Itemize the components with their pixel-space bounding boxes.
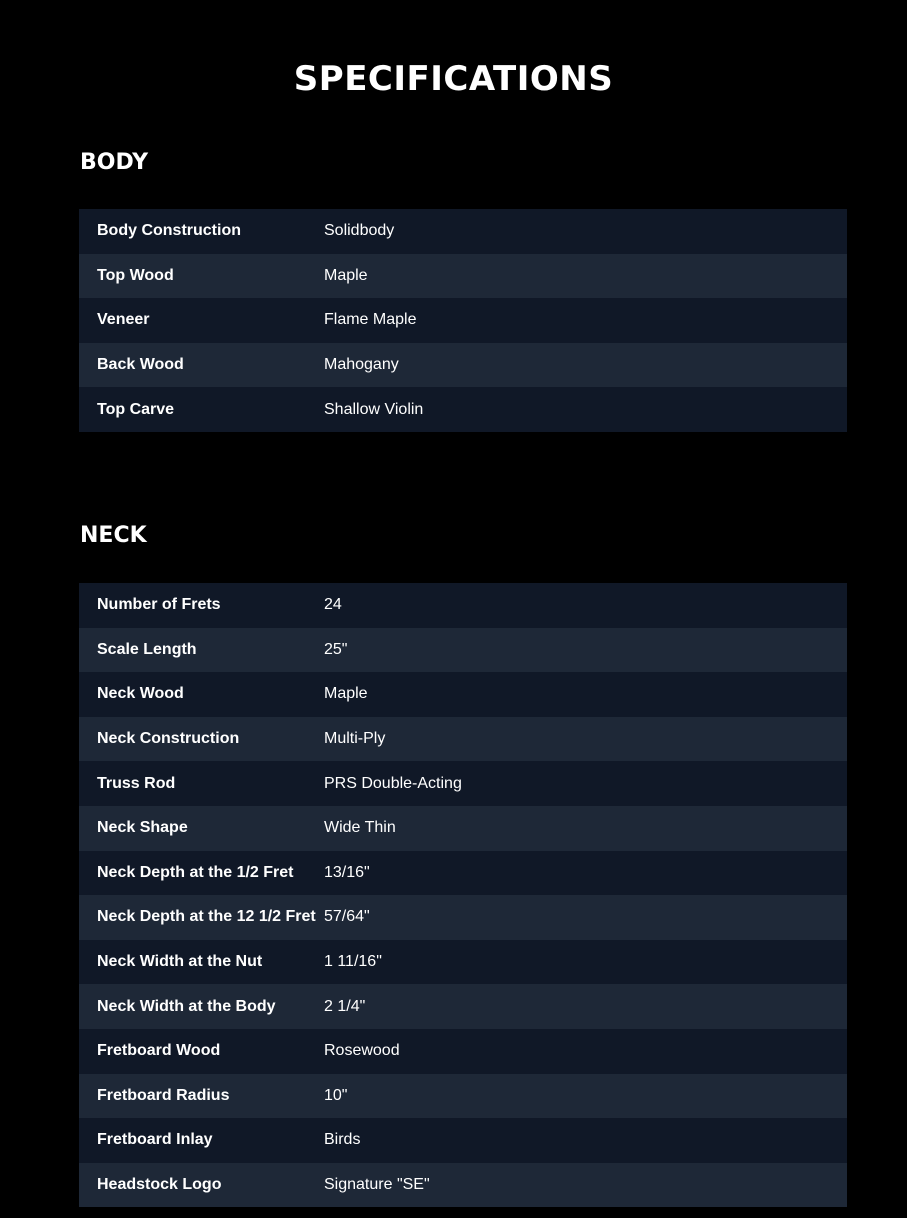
spec-label: Neck Width at the Body — [97, 997, 276, 1015]
spec-row — [79, 254, 847, 299]
spec-label: Neck Construction — [97, 730, 240, 748]
spec-row — [79, 343, 847, 388]
spec-row — [79, 387, 847, 432]
spec-label: Neck Depth at the 1/2 Fret — [97, 863, 294, 881]
neck-section-heading: NECK — [80, 523, 147, 548]
spec-row — [79, 761, 847, 806]
spec-label: Top Carve — [97, 400, 175, 418]
spec-row — [79, 1163, 847, 1208]
spec-value: Wide Thin — [324, 819, 396, 837]
body-section-heading: BODY — [80, 150, 149, 175]
spec-value: Solidbody — [324, 222, 395, 240]
spec-row — [79, 1029, 847, 1074]
spec-value: 13/16" — [324, 863, 370, 881]
spec-label: Headstock Logo — [97, 1176, 222, 1194]
spec-value: Flame Maple — [324, 311, 417, 329]
spec-label: Back Wood — [97, 356, 184, 374]
spec-label: Truss Rod — [97, 774, 176, 792]
spec-label: Scale Length — [97, 640, 197, 658]
body-spec-table — [79, 209, 847, 432]
spec-value: Signature "SE" — [324, 1176, 430, 1194]
spec-label: Body Construction — [97, 222, 241, 240]
spec-label: Fretboard Wood — [97, 1042, 221, 1060]
spec-label: Neck Wood — [97, 685, 184, 703]
spec-value: 24 — [324, 596, 342, 614]
spec-value: Multi-Ply — [324, 730, 386, 748]
spec-row — [79, 672, 847, 717]
spec-label: Veneer — [97, 311, 150, 329]
spec-label: Neck Depth at the 12 1/2 Fret — [97, 908, 316, 926]
spec-row — [79, 895, 847, 940]
spec-row — [79, 984, 847, 1029]
spec-label: Neck Width at the Nut — [97, 953, 263, 971]
spec-value: Rosewood — [324, 1042, 400, 1060]
spec-row — [79, 851, 847, 896]
spec-value: 57/64" — [324, 908, 370, 926]
spec-value: 1 11/16" — [324, 953, 382, 971]
page-title: SPECIFICATIONS — [293, 59, 614, 99]
spec-row — [79, 298, 847, 343]
spec-value: Shallow Violin — [324, 400, 424, 418]
spec-row — [79, 583, 847, 628]
spec-row — [79, 806, 847, 851]
spec-label: Top Wood — [97, 266, 174, 284]
spec-row — [79, 628, 847, 673]
spec-row — [79, 717, 847, 762]
spec-row — [79, 209, 847, 254]
spec-label: Fretboard Inlay — [97, 1131, 213, 1149]
spec-value: PRS Double-Acting — [324, 774, 462, 792]
neck-spec-table — [79, 583, 847, 1207]
spec-label: Neck Shape — [97, 819, 188, 837]
spec-value: Maple — [324, 685, 368, 703]
spec-row — [79, 940, 847, 985]
spec-value: 10" — [324, 1086, 348, 1104]
spec-value: Maple — [324, 266, 368, 284]
spec-value: Birds — [324, 1131, 361, 1149]
spec-value: 25" — [324, 640, 348, 658]
spec-label: Number of Frets — [97, 596, 221, 614]
spec-row — [79, 1074, 847, 1119]
spec-value: Mahogany — [324, 356, 399, 374]
spec-label: Fretboard Radius — [97, 1086, 230, 1104]
spec-row — [79, 1118, 847, 1163]
spec-value: 2 1/4" — [324, 997, 366, 1015]
